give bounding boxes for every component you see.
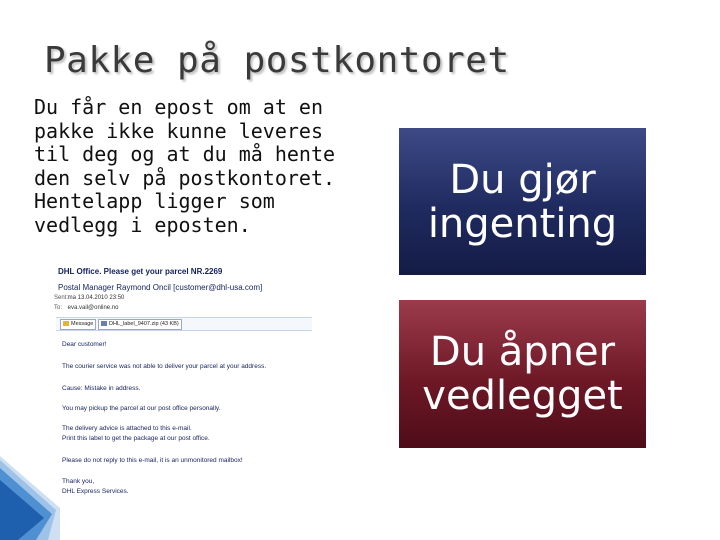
email-line: You may pickup the parcel at our post office personally. xyxy=(62,405,221,412)
body-line: Hentelapp ligger som xyxy=(34,189,275,213)
body-line: pakke ikke kunne leveres xyxy=(34,118,323,143)
attachment-label: Message xyxy=(71,321,94,327)
option-do-nothing[interactable] xyxy=(399,128,646,275)
envelope-icon xyxy=(63,321,69,326)
corner-accent-shape xyxy=(0,450,60,540)
email-line: The courier service was not able to deliver your parcel at your address. xyxy=(62,363,267,370)
email-line: DHL Express Services. xyxy=(62,488,129,495)
message-attachment[interactable] xyxy=(60,319,96,330)
option-label-line: ingenting xyxy=(427,200,618,247)
email-line: Print this label to get the package at our post office. xyxy=(62,435,210,442)
email-line: Dear customer! xyxy=(62,341,107,348)
option-label-line: Du åpner xyxy=(429,329,616,375)
body-line: den selv på postkontoret. xyxy=(34,165,336,190)
email-line: The delivery advice is attached to this e-mail. xyxy=(62,425,192,432)
email-to-row xyxy=(54,305,118,311)
email-to-value: eva.vail@online.no xyxy=(67,305,119,311)
option-label-line: Du gjør xyxy=(449,156,596,203)
zip-attachment[interactable] xyxy=(98,319,182,330)
body-line: vedlegg i eposten. xyxy=(34,212,251,237)
option-label-line: vedlegget xyxy=(422,373,623,419)
option-open-attachment[interactable] xyxy=(399,300,646,448)
attachment-label: DHL_label_9407.zip (43 KB) xyxy=(109,321,179,327)
email-from: Postal Manager Raymond Oncil [customer@dhl-usa.com] xyxy=(58,283,263,292)
email-sent-label: Sent: xyxy=(54,295,69,301)
email-sent-row xyxy=(54,295,124,301)
email-line: Thank you, xyxy=(62,478,95,485)
email-line: Please do not reply to this e-mail, it is an unmonitored mailbox! xyxy=(62,457,243,464)
email-screenshot xyxy=(52,263,318,503)
email-to-label: To: xyxy=(54,305,63,311)
email-subject: DHL Office. Please get your parcel NR.2269 xyxy=(58,267,223,276)
email-sent-value: ma 13.04.2010 23:50 xyxy=(67,295,125,301)
zip-file-icon xyxy=(101,321,107,326)
body-line: Du får en epost om at en xyxy=(34,95,323,119)
slide-title: Pakke på postkontoret xyxy=(44,40,510,81)
body-line: til deg og at du må hente xyxy=(34,142,336,166)
body-text xyxy=(34,96,384,237)
email-line: Cause: Mistake in address. xyxy=(62,385,141,392)
